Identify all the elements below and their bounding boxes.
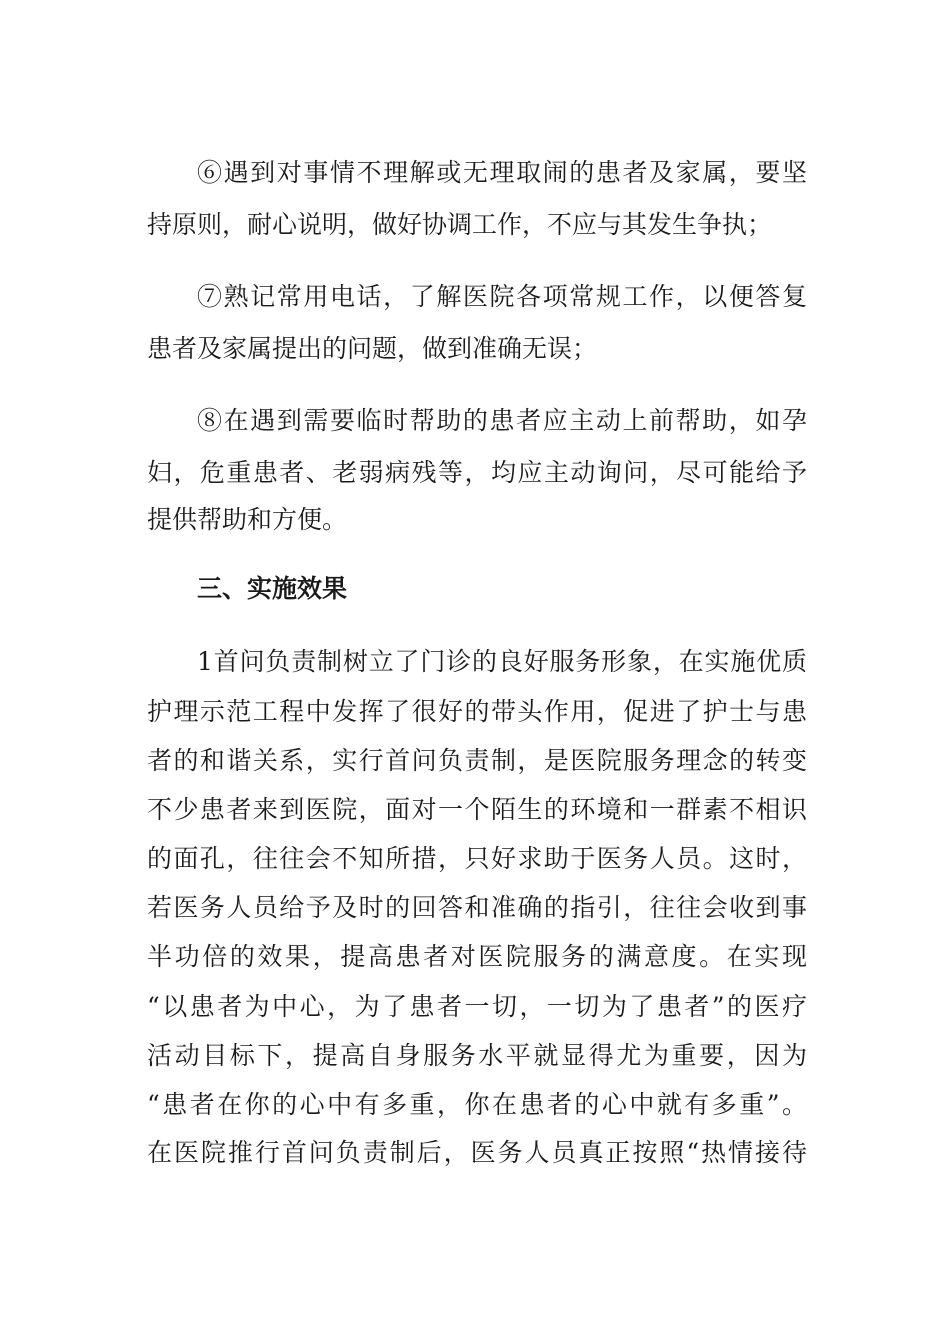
paragraph-7-line-1: ⑦熟记常用电话，了解医院各项常规工作，以便答复 xyxy=(197,282,807,311)
paragraph-7-line-2: 患者及家属提出的问题，做到准确无误； xyxy=(147,334,598,363)
paragraph-8-line-3: 提供帮助和方便。 xyxy=(147,505,348,534)
paragraph-1-line-2: 护理示范工程中发挥了很好的带头作用，促进了护士与患 xyxy=(147,697,807,726)
paragraph-1-line-8: “以患者为中心，为了患者一切，一切为了患者”的医疗 xyxy=(147,992,807,1021)
paragraph-1-line-11: 在医院推行首问负责制后，医务人员真正按照“热情接待 xyxy=(147,1138,807,1167)
paragraph-1-line-7: 半功倍的效果，提高患者对医院服务的满意度。在实现 xyxy=(147,942,807,971)
paragraph-1-line-1: 1首问负责制树立了门诊的良好服务形象，在实施优质 xyxy=(197,647,807,676)
paragraph-1-line-3: 者的和谐关系，实行首问负责制，是医院服务理念的转变 xyxy=(147,746,807,775)
paragraph-6-line-2: 持原则，耐心说明，做好协调工作，不应与其发生争执； xyxy=(147,210,773,239)
paragraph-8-line-1: ⑧在遇到需要临时帮助的患者应主动上前帮助，如孕 xyxy=(197,406,807,435)
paragraph-8-line-2: 妇，危重患者、老弱病残等，均应主动询问，尽可能给予 xyxy=(147,458,807,487)
paragraph-1-line-9: 活动目标下，提高自身服务水平就显得尤为重要，因为 xyxy=(147,1041,807,1070)
paragraph-1-line-5: 的面孔，往往会不知所措，只好求助于医务人员。这时， xyxy=(147,844,807,873)
section-heading: 三、实施效果 xyxy=(197,574,348,603)
paragraph-6-line-1: ⑥遇到对事情不理解或无理取闹的患者及家属，要坚 xyxy=(197,158,807,187)
paragraph-1-line-10: “患者在你的心中有多重，你在患者的心中就有多重”。 xyxy=(147,1090,807,1119)
paragraph-1-line-4: 不少患者来到医院，面对一个陌生的环境和一群素不相识 xyxy=(147,795,807,824)
paragraph-1-line-6: 若医务人员给予及时的回答和准确的指引，往往会收到事 xyxy=(147,893,807,922)
